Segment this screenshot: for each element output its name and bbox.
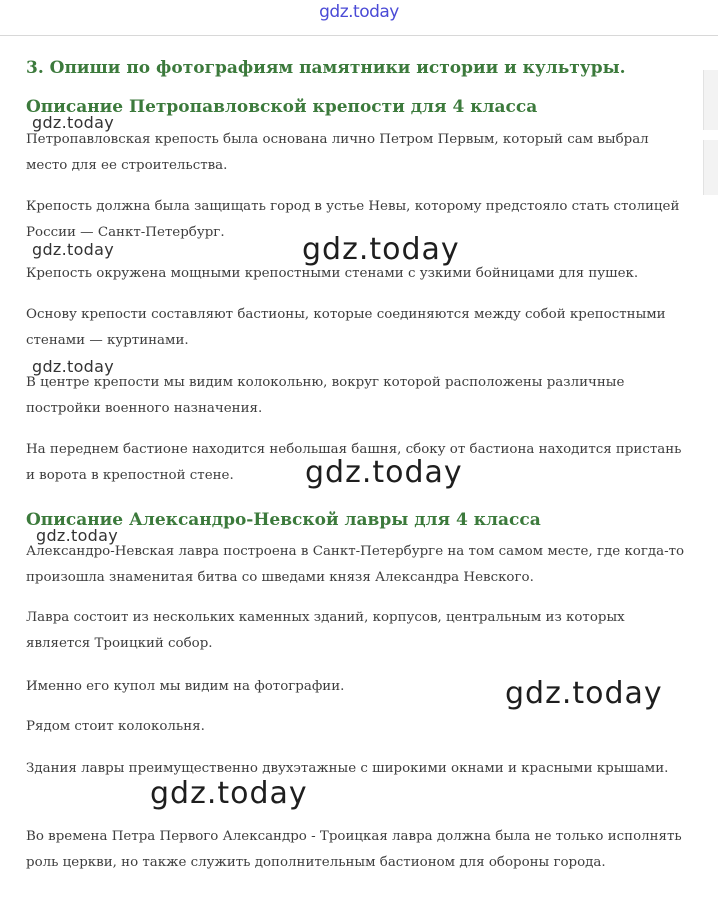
paragraph: Во времена Петра Первого Александро - Троицкая лавра должна была не только исполнять роль церкви, но также служить дополнительным бастионом для обороны города. [26,829,682,870]
paragraph: Основу крепости составляют бастионы, которые соединяются между собой крепостными стенами — куртинами. [26,307,666,348]
watermark: gdz.today [505,676,663,711]
sidebar-panel-top [703,70,718,130]
paragraph: Здания лавры преимущественно двухэтажные с широкими окнами и красными крышами. [26,761,669,776]
task-title: 3. Опиши по фотографиям памятники истории и культуры. [26,58,626,78]
watermark: gdz.today [32,240,114,259]
watermark: gdz.today [305,455,463,490]
watermark: gdz.today [32,357,114,376]
sidebar-panel-bottom [703,140,718,195]
section-title-lavra: Описание Александро-Невской лавры для 4 класса [26,510,541,530]
watermark: gdz.today [302,232,460,267]
paragraph: На переднем бастионе находится небольшая башня, сбоку от бастиона находится пристань и ворота в крепостной стене. [26,442,682,483]
watermark: gdz.today [32,113,114,132]
paragraph: Крепость должна была защищать город в устье Невы, которому предстояло стать столицей России — Санкт-Петербург. [26,199,680,240]
watermark: gdz.today [150,776,308,811]
paragraph: Рядом стоит колокольня. [26,719,205,734]
section-title-fortress: Описание Петропавловской крепости для 4 класса [26,97,538,117]
paragraph: Петропавловская крепость была основана лично Петром Первым, который сам выбрал место для ее строительства. [26,132,649,173]
header-divider [0,35,718,36]
paragraph: Лавра состоит из нескольких каменных зданий, корпусов, центральным из которых является Троицкий собор. [26,610,625,651]
paragraph: Александро-Невская лавра построена в Санкт-Петербурге на том самом месте, где когда-то произошла знаменитая битва со шведами князя Александра Невского. [26,544,685,585]
paragraph: В центре крепости мы видим колокольню, вокруг которой расположены различные постройки военного назначения. [26,375,625,416]
paragraph: Именно его купол мы видим на фотографии. [26,679,345,694]
paragraph: Крепость окружена мощными крепостными стенами с узкими бойницами для пушек. [26,266,639,281]
site-logo[interactable]: gdz.today [319,2,399,22]
watermark: gdz.today [36,526,118,545]
